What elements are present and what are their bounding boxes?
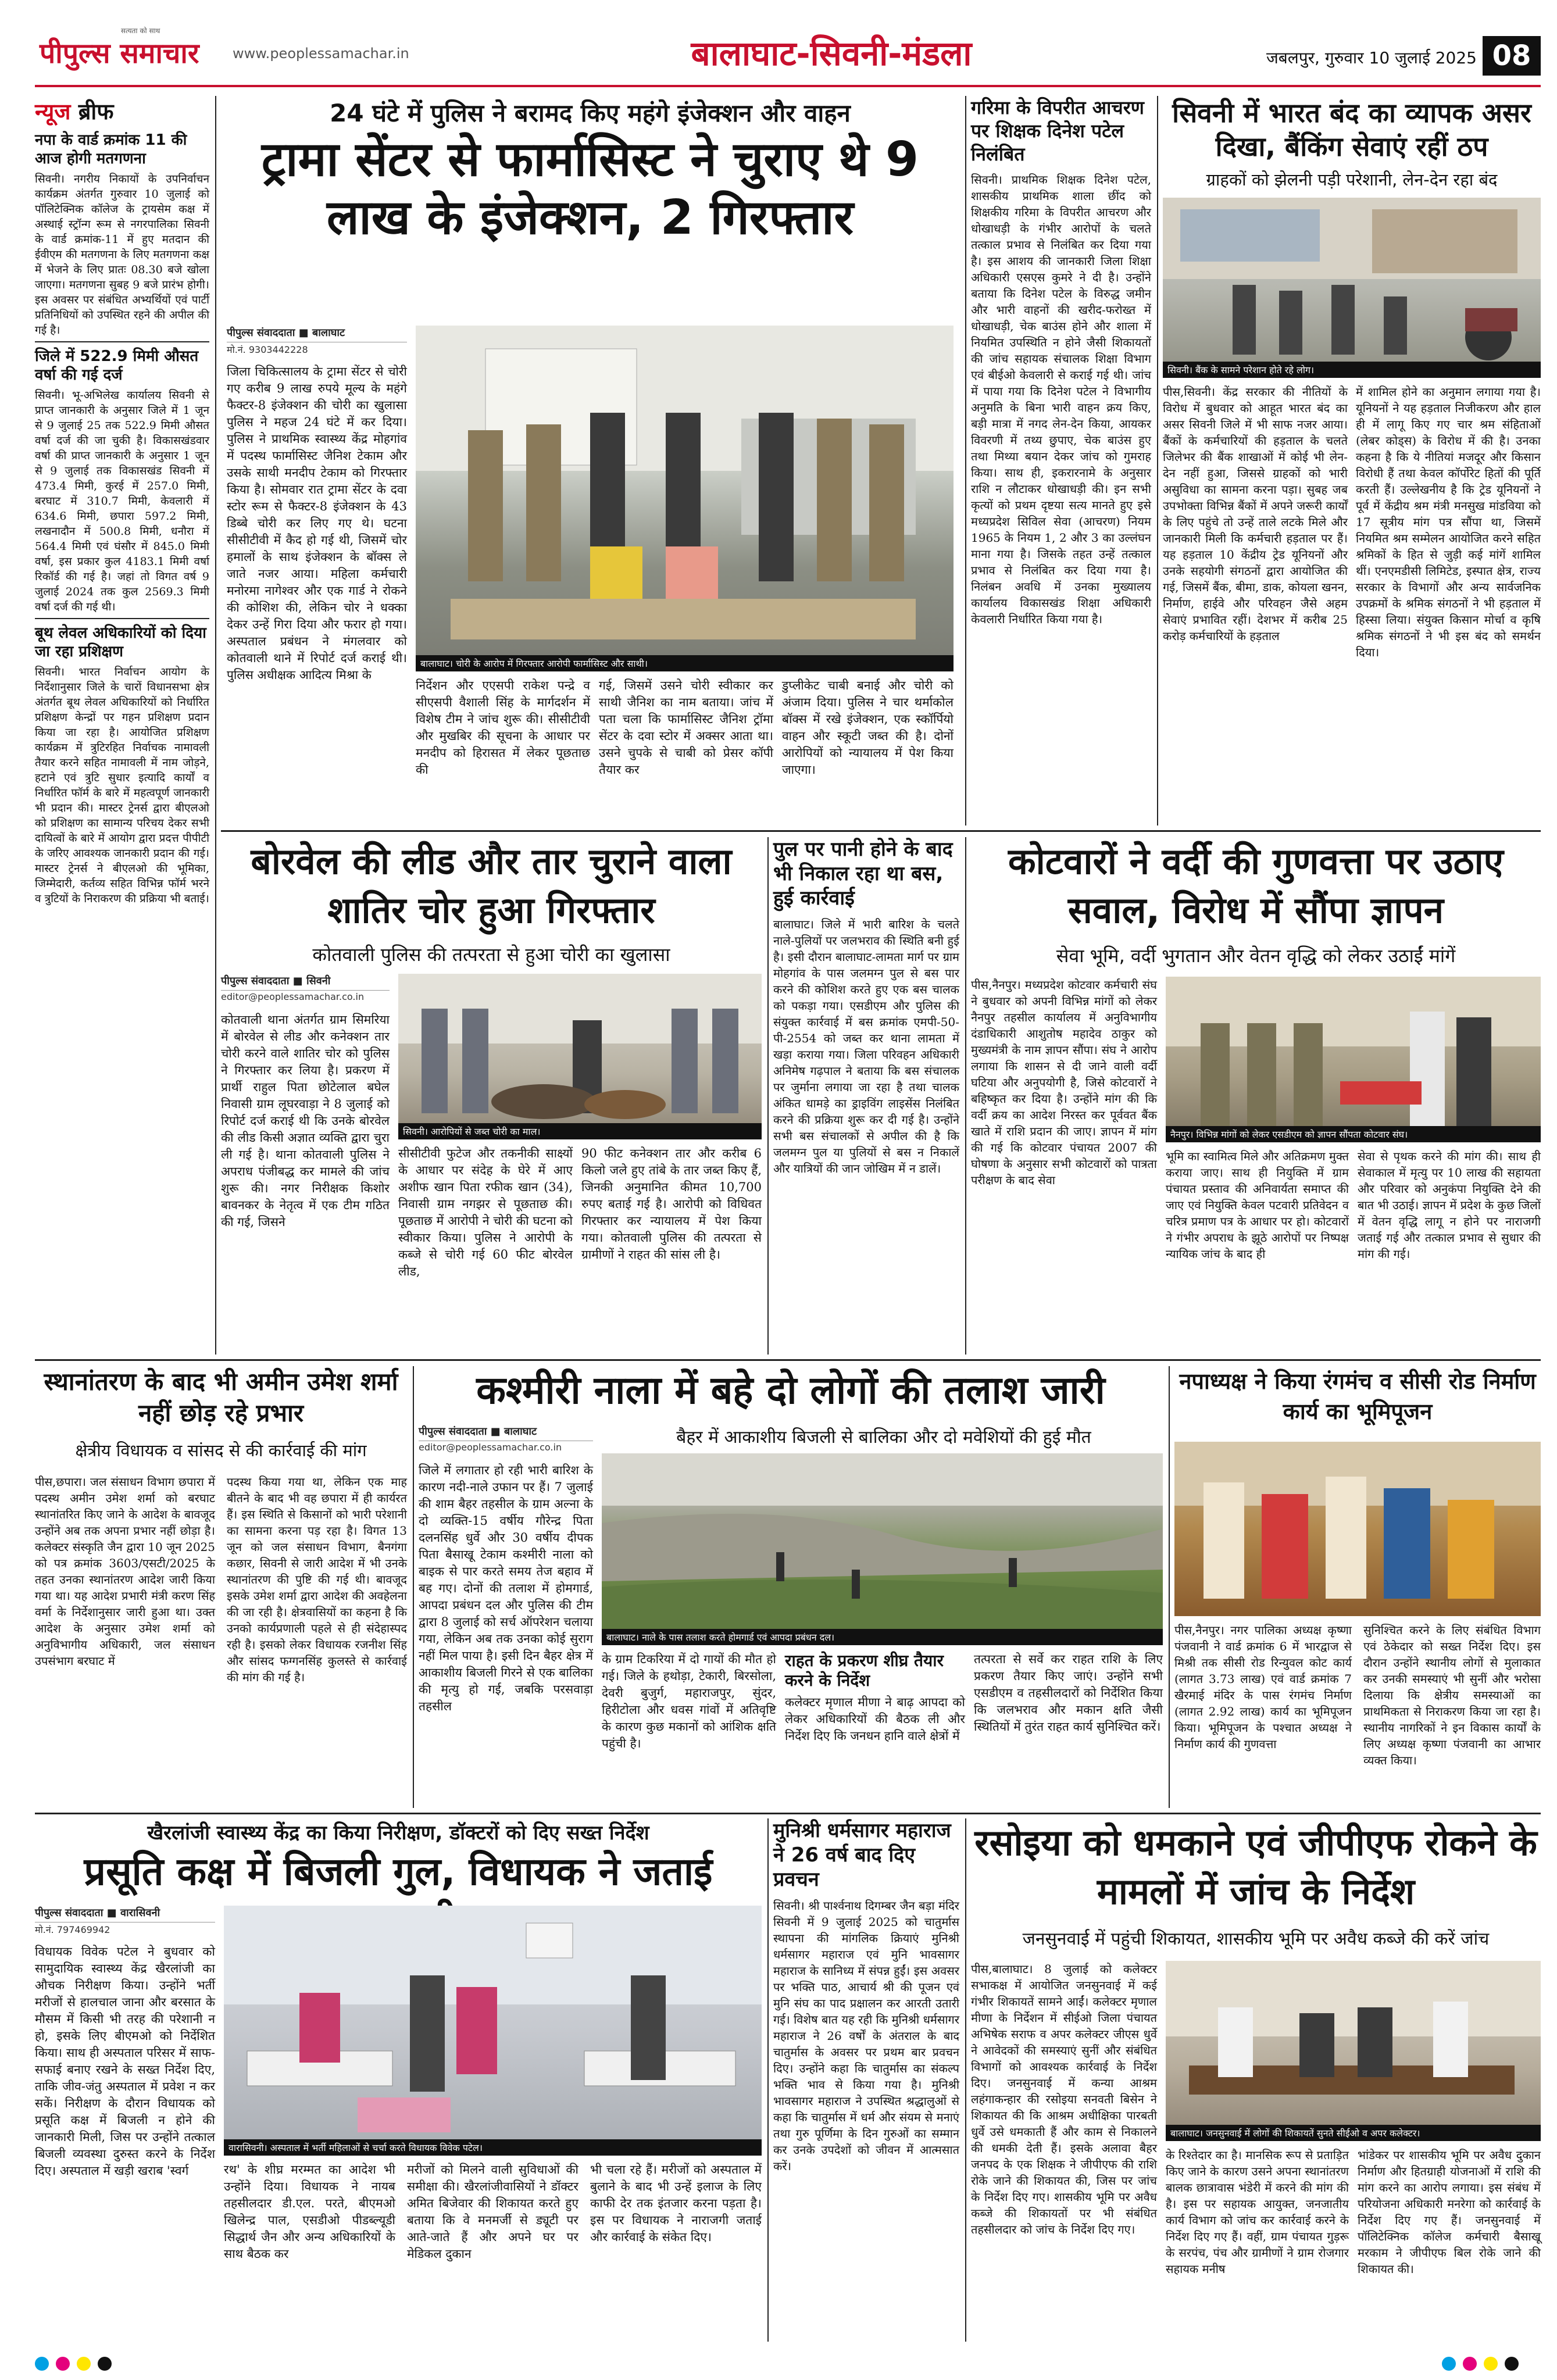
- column-rule: [965, 1818, 966, 2342]
- registration-dot: [1442, 2357, 1456, 2371]
- photo-caption: सिवनी। बैंक के सामने परेशान होते रहे लोग।: [1163, 362, 1541, 378]
- story-photo: [602, 1453, 1163, 1645]
- masthead-logo: [40, 27, 231, 70]
- story-mobile: मो.नं. 9303442228: [227, 344, 308, 355]
- story-photo: [1174, 1442, 1541, 1616]
- page-number: 08: [1483, 36, 1541, 76]
- story-body: बालाघाट। जिले में भारी बारिश के चलते नाले-पुलियों पर जलभराव की स्थिति बनी हुई है। इसी दौरान बालाघाट-लामता मार्ग पर ग्राम मोहगांव के पास जलमग्न पुल से बस पार करने की कोशिश करते हुए एक बस चालक को पकड़ा गया। एसडीएम और पुलिस की संयुक्त कार्रवाई में बस क्रमांक एमपी-50-पी-2554 को जब्त कर थाना लामता में खड़ा कराया गया। जिला परिवहन अधिकारी अनिमेष गढ़पाल ने बताया कि बस संचालक पर जुर्माना लगाया जा रहा है तथा चालक अंकित धामड़े का ड्राइविंग लाइसेंस निलंबित करने की प्रक्रिया शुरू कर दी गई है। उन्होंने सभी बस संचालकों से अपील की है कि जलमग्न पुल या पुलियों से बस न निकालें और यात्रियों की जान जोखिम में न डालें।: [773, 917, 959, 1175]
- column-rule: [1157, 96, 1158, 826]
- story-body: सिवनी। श्री पार्श्वनाथ दिगम्बर जैन बड़ा मंदिर सिवनी में 9 जुलाई 2025 को चातुर्मास स्थापना की मांगलिक क्रियाएं मुनिश्री धर्मसागर महाराज एवं मुनि भावसागर महाराज के सानिध्य में संपन्न हुईं। इस अवसर पर भक्ति पाठ, आचार्य श्री की पूजन एवं मुनि संघ का पाद प्रक्षालन कर आरती उतारी गई। विशेष बात यह रही कि मुनिश्री धर्मसागर महाराज ने 26 वर्षों के अंतराल के बाद चातुर्मास के अवसर पर प्रथम बार प्रवचन दिए। उन्होंने कहा कि चातुर्मास का संकल्प भक्ति भाव से किया गया है। मुनिश्री भावसागर महाराज ने उपस्थित श्रद्धालुओं से कहा कि चातुर्मास में धर्म और संयम से मनाएं तथा गुरु पूर्णिमा के दिन गुरुओं का सम्मान कर उनके उपदेशों को जीवन में आत्मसात करें।: [773, 1899, 959, 2173]
- section-rule: [221, 830, 1541, 832]
- story-amin: [35, 1366, 407, 1808]
- jansunwai-illustration: [1166, 1961, 1541, 2141]
- river-search-illustration: [602, 1453, 1163, 1645]
- brief-item: [35, 341, 209, 614]
- registration-dot: [77, 2357, 91, 2371]
- story-headline: ट्रामा सेंटर से फार्मासिस्ट ने चुराए थे 9 लाख के इंजेक्शन, 2 गिरफ्तार: [261, 132, 919, 245]
- story-column: विधायक विवेक पटेल ने बुधवार को सामुदायिक स्वास्थ्य केंद्र खैरलांजी का औचक निरीक्षण किया। उन्होंने भर्ती मरीजों से हालचाल जाना और बरसात के मौसम में किसी भी तरह की परेशानी न हो, इसके लिए बीएमओ को निर्देशित किया। साथ ही अस्पताल परिसर में साफ-सफाई बनाए रखने के सख्त निर्देश दिए, ताकि जीव-जंतु अस्पताल में प्रवेश न कर सकें। निरीक्षण के दौरान विधायक को प्रसूति कक्ष में बिजली न होने की जानकारी मिली, जिस पर उन्होंने तत्काल बिजली व्यवस्था दुरुस्त करने के निर्देश दिए। अस्पताल में खड़ी खराब 'स्वर्ग: [35, 1945, 215, 2178]
- column-rule: [965, 96, 966, 826]
- story-muni: [773, 1818, 959, 2342]
- photo-caption: बालाघाट। नाले के पास तलाश करते होमगार्ड एवं आपदा प्रबंधन दल।: [602, 1629, 1163, 1645]
- story-rasoiya: [971, 1818, 1541, 2342]
- website-link[interactable]: www.peoplessamachar.in: [233, 45, 409, 62]
- story-bharat-band: [1163, 96, 1541, 826]
- brief-item-title: जिले में 522.9 मिमी औसत वर्षा की गई दर्ज: [35, 348, 199, 384]
- story-email: editor@peoplessamachar.co.in: [221, 991, 365, 1002]
- story-byline: पीपुल्स संवाददाता ■ बालाघाट: [419, 1424, 593, 1441]
- bank-crowd-illustration: [1163, 198, 1541, 378]
- masthead-rule: [35, 85, 1541, 87]
- story-garima: [971, 96, 1151, 826]
- police-group-illustration: [416, 326, 954, 671]
- masthead: [0, 0, 1557, 87]
- story-column: में शामिल होने का अनुमान लगाया गया है। यूनियनों ने यह हड़ताल निजीकरण और हाल ही में लागू किए गए चार श्रम संहिताओं (लेबर कोड्स) के विरोध में की है। उनका कहना है कि ये नीतियां मजदूर और किसान विरोधी हैं तथा केवल कॉर्पोरेट हितों की पूर्ति करती हैं। उल्लेखनीय है कि ट्रेड यूनियनों ने पूर्व में केंद्रीय श्रम मंत्री मनसुख मांडविया को 17 सूत्रीय मांग पत्र सौंपा था, जिसमें नियमित श्रम सम्मेलन आयोजित करने सहित श्रमिकों के हित से जुड़ी कई मांगें शामिल थीं। एनएमडीसी लिमिटेड, इस्पात क्षेत्र, राज्य सरकार के विभागों और अन्य सार्वजनिक उपक्रमों के श्रमिक संगठनों ने भी हड़ताल में हिस्सा लिया। संयुक्त किसान मोर्चा व कृषि श्रमिक संगठनों ने भी इस बंद को समर्थन दिया।: [1356, 385, 1541, 659]
- story-headline: गरिमा के विपरीत आचरण पर शिक्षक दिनेश पटेल निलंबित: [971, 97, 1144, 165]
- brief-label-news: न्यूज: [35, 99, 71, 124]
- story-subhead: ग्राहकों को झेलनी पड़ी परेशानी, लेन-देन रहा बंद: [1206, 170, 1498, 190]
- story-column: तत्परता से सर्वे कर राहत राशि के लिए प्रकरण तैयार किए जाएं। उन्होंने सभी एसडीएम व तहसीलदारों को निर्देशित किया कि जलभराव और मकान क्षति जैसी स्थितियों में तुरंत राहत कार्य सुनिश्चित करें।: [974, 1652, 1163, 1734]
- memorandum-illustration: [1166, 977, 1541, 1142]
- story-trauma: [221, 96, 959, 826]
- story-body: सिवनी। प्राथमिक शिक्षक दिनेश पटेल, शासकीय प्राथमिक शाला छींद को शिक्षकीय गरिमा के विपरीत आचरण और धोखाधड़ी के गंभीर आरोपों के चलते तत्काल प्रभाव से निलंबित कर दिया गया है। इस आशय की जानकारी जिला शिक्षा अधिकारी एसएस कुमरे ने दी है। उन्होंने बताया कि दिनेश पटेल के विरुद्ध जमीन और भारी वाहनों की खरीद-फरोख्त में धोखाधड़ी, चेक बाउंस होने और शाला में नियमित उपस्थिति न होने जैसी शिकायतों की जांच सहायक संचालक शिक्षा विभाग एवं बीईओ केवलारी से कराई गई थी। जांच में पाया गया कि दिनेश पटेल ने विभागीय अनुमति के बिना भारी वाहन क्रय किए, बड़ी मात्रा में नगद लेन-देन किया, आयकर विवरणी में तथ्य छुपाए, चेक बाउंस हुए तथा मिथ्या बयान देकर जांच को गुमराह किया। साथ ही, इकरारनामे के अनुसार राशि न लौटाकर धोखाधड़ी की। इन सभी कृत्यों को प्रथम दृष्टया सत्य मानते हुए इसे मध्यप्रदेश सिविल सेवा (आचरण) नियम 1965 के नियम 1, 2 और 3 का उल्लंघन माना गया है। जिसके तहत उन्हें तत्काल प्रभाव से निलंबित कर दिया गया है। निलंबन अवधि में उनका मुख्यालय कार्यालय विकासखंड शिक्षा अधिकारी केवलारी निर्धारित किया गया है।: [971, 173, 1151, 626]
- story-subhead: क्षेत्रीय विधायक व सांसद से की कार्रवाई की मांग: [75, 1441, 367, 1460]
- section-rule: [35, 1359, 1541, 1361]
- column-rule: [1169, 1366, 1170, 1808]
- photo-caption: बालाघाट। चोरी के आरोप में गिरफ्तार आरोपी फार्मासिस्ट और साथी।: [416, 655, 954, 671]
- brief-item-text: सिवनी। भारत निर्वाचन आयोग के निर्देशानुसार जिले के चारों विधानसभा क्षेत्र अंतर्गत बूथ लेवल अधिकारियों को निर्धारित प्रशिक्षण केन्द्रों पर गहन प्रशिक्षण प्रदान किया जा रहा है। आयोजित प्रशिक्षण कार्यक्रम में त्रुटिरहित निर्वाचक नामावली तैयार करने सहित नामावली में नाम जोड़ने, हटाने एवं त्रुटि सुधार इत्यादि कार्यों व निर्धारित फॉर्म के बारे में महत्वपूर्ण जानकारी भी प्रदान की। मास्टर ट्रेनर्स द्वारा बीएलओ को प्रशिक्षण का सामान्य परिचय देकर सभी दायित्वों के बारे में आयोग द्वारा प्रदत्त पीपीटी के जरिए आवश्यक जानकारी प्रदान की गई। मास्टर ट्रेनर्स ने बीएलओ की भूमिका, जिम्मेदारी, कर्तव्य सहित विभिन्न फॉर्म भरने व त्रुटियों के निराकरण की प्रक्रिया भी बताई।: [35, 666, 209, 905]
- story-column: भांडेकर पर शासकीय भूमि पर अवैध दुकान निर्माण और हितग्राही योजनाओं में राशि की मांग करने का आरोप लगाया। इस संबंध में परियोजना अधिकारी मनरेगा को कार्रवाई के निर्देश दिए गए हैं। जनसुनवाई में पॉलिटेक्निक कॉलेज कर्मचारी बैसाखू मरकाम ने जीपीएफ बिल रोके जाने की शिकायत की।: [1358, 2148, 1541, 2276]
- registration-dot: [98, 2357, 112, 2371]
- story-headline: नपाध्यक्ष ने किया रंगमंच व सीसी रोड निर्माण कार्य का भूमिपूजन: [1179, 1368, 1536, 1424]
- story-photo: [224, 1906, 762, 2156]
- brief-item-text: सिवनी। भू-अभिलेख कार्यालय सिवनी से प्राप्त जानकारी के अनुसार जिले में 1 जून से 9 जुलाई 25 तक 522.9 मिमी औसत वर्षा दर्ज की जा चुकी है। विकासखंडवार वर्षा की प्राप्त जानकारी के अनुसार 1 जून से 9 जुलाई तक विकासखंड सिवनी में 473.4 मिमी, कुरई में 257.0 मिमी, बरघाट में 310.7 मिमी, केवलारी में 634.6 मिमी, छपारा 597.2 मिमी, लखनादौन में 500.8 मिमी, धनौरा में 564.4 मिमी एवं घंसौर में 845.0 मिमी वर्षा, इस प्रकार कुल 4183.1 मिमी वर्षा रिकॉर्ड की गई है। जहां तो विगत वर्ष 9 जुलाई 2024 तक कुल 2569.3 मिमी वर्षा दर्ज की गई थी।: [35, 389, 209, 613]
- story-mobile: मो.नं. 797469942: [35, 1924, 110, 1935]
- story-column: कोतवाली थाना अंतर्गत ग्राम सिमरिया में बोरवेल से लीड और कनेक्शन तार चोरी करने वाले शातिर चोर को पुलिस ने गिरफ्तार कर लिया है। प्रकरण में प्रार्थी राहुल पिता छोटेलाल बघेल निवासी ग्राम लूघरवाड़ा ने 8 जुलाई को रिपोर्ट दर्ज कराई थी कि उनके बोरवेल की लीड किसी अज्ञात व्यक्ति द्वारा चुरा ली गई है। थाना कोतवाली पुलिस ने अपराध पंजीबद्ध कर मामले की जांच शुरू की। नगर निरीक्षक किशोर बावनकर के नेतृत्व में एक टीम गठित की गई, जिसने: [221, 1013, 390, 1229]
- bhoomipujan-illustration: [1174, 1442, 1541, 1616]
- story-column: सीसीटीवी फुटेज और तकनीकी साक्ष्यों के आधार पर संदेह के घेरे में आए अशीफ खान पिता रफीक खान (34), निवासी ग्राम नगझर से पूछताछ की। पूछताछ में आरोपी ने चोरी की घटना को स्वीकार किया। पुलिस ने आरोपी के कब्जे से चोरी गई 60 फीट बोरवेल लीड,: [398, 1146, 573, 1278]
- story-kicker: खैरलांजी स्वास्थ्य केंद्र का किया निरीक्षण, डॉक्टरों को दिए सख्त निर्देश: [147, 1821, 649, 1845]
- column-rule: [767, 1818, 769, 2342]
- brief-item-text: सिवनी। नगरीय निकायों के उपनिर्वाचन कार्यक्रम अंतर्गत गुरुवार 10 जुलाई को पॉलिटेक्निक कॉलेज के ट्रायसेम कक्ष में अस्थाई स्ट्रॉन्ग रूम से नगरपालिका सिवनी के वार्ड क्रमांक-11 में हुए मतदान की ईवीएम की मतगणना के लिए मतगणना कक्ष में भेजने के लिए प्रातः 08.30 बजे खोला जाएगा। मतगणना सुबह 9 बजे प्रारंभ होगी। इस अवसर पर संबंधित अभ्यर्थियों एवं पार्टी प्रतिनिधियों को उपस्थित रहने की अपील की गई है।: [35, 173, 209, 337]
- column-rule: [413, 1366, 414, 1808]
- story-column: सुनिश्चित करने के लिए संबंधित विभाग एवं ठेकेदार को सख्त निर्देश दिए। इस दौरान उन्होंने स्थानीय लोगों से मुलाकात कर उनकी समस्याएं भी सुनीं और भरोसा दिलाया कि क्षेत्रीय समस्याओं का प्राथमिकता से निराकरण किया जा रहा है। स्थानीय नागरिकों ने इन विकास कार्यों के लिए अध्यक्ष कृष्णा पंजवानी का आभार व्यक्त किया।: [1363, 1623, 1541, 1767]
- story-subhead: बैहर में आकाशीय बिजली से बालिका और दो मवेशियों की हुई मौत: [676, 1427, 1091, 1448]
- story-headline: कोटवारों ने वर्दी की गुणवत्ता पर उठाए सवाल, विरोध में सौंपा ज्ञापन: [1008, 840, 1504, 931]
- brief-item-title: बूथ लेवल अधिकारियों को दिया जा रहा प्रशिक्षण: [35, 624, 206, 660]
- edition-title: बालाघाट-सिवनी-मंडला: [691, 34, 972, 73]
- story-subhead: जनसुनवाई में पहुंची शिकायत, शासकीय भूमि पर अवैध कब्जे की करें जांच: [1022, 1929, 1490, 1949]
- brief-item: [35, 131, 209, 338]
- story-photo: [416, 326, 954, 671]
- story-email: editor@peoplessamachar.co.in: [419, 1442, 562, 1453]
- story-column: निर्देशन और एएसपी राकेश पन्द्रे व सीएसपी वैशाली सिंह के मार्गदर्शन में विशेष टीम ने जांच शुरू की। सीसीटीवी और मुखबिर की सूचना के आधार पर मनदीप को हिरासत में लेकर पूछताछ की: [416, 678, 590, 777]
- photo-caption: नैनपुर। विभिन्न मांगों को लेकर एसडीएम को ज्ञापन सौंपता कोटवार संघ।: [1166, 1126, 1541, 1142]
- story-column: पीस,बालाघाट। 8 जुलाई को कलेक्टर सभाकक्ष में आयोजित जनसुनवाई में कई गंभीर शिकायतें सामने आईं। कलेक्टर मृणाल मीणा के निर्देशन में सीईओ जिला पंचायत अभिषेक सराफ व अपर कलेक्टर जीएस धुर्वे ने आवेदकों की समस्याएं सुनीं और संबंधित विभागों को आवश्यक कार्रवाई के निर्देश दिए। जनसुनवाई में कन्या आश्रम लहंगाकन्हार की रसोइया सनवती बिसेन ने शिकायत की कि आश्रम अधीक्षिका पारबती धुर्वे उसे धमकाती हैं और काम से निकालने की धमकी देती हैं। इसके अलावा बैहर जनपद के एक शिक्षक ने जीपीएफ की राशि रोके जाने की शिकायत की, जिस पर जांच के निर्देश दिए गए। शासकीय भूमि पर अवैध कब्जे की शिकायतों पर भी संबंधित तहसीलदार को जांच के निर्देश दिए गए।: [971, 1962, 1157, 2236]
- brief-label: [35, 96, 209, 126]
- story-headline: सिवनी में भारत बंद का व्यापक असर दिखा, बैंकिंग सेवाएं रहीं ठप: [1172, 97, 1531, 162]
- story-headline: बोरवेल की लीड और तार चुराने वाला शातिर चोर हुआ गिरफ्तार: [251, 840, 732, 931]
- story-column: रथ' के शीघ्र मरम्मत का आदेश भी उन्होंने दिया। विधायक ने नायब तहसीलदार डी.एल. परते, बीएमओ खिलेन्द्र पाल, एसडीओ पीडब्ल्यूडी सिद्धार्थ जैन और अन्य अधिकारियों के साथ बैठक कर: [224, 2163, 395, 2261]
- news-brief: [35, 96, 209, 1355]
- story-column: के रिश्तेदार का है। मानसिक रूप से प्रताड़ित किए जाने के कारण उसने अपना स्थानांतरण बालक छात्रावास भंडेरी में करने की मांग की है। इस पर सहायक आयुक्त, जनजातीय कार्य विभाग को जांच कर कार्रवाई करने के निर्देश दिए गए हैं। वहीं, ग्राम पंचायत गुड़रू के सरपंच, पंच और ग्रामीणों ने ग्राम रोजगार सहायक मनीष: [1166, 2148, 1349, 2276]
- story-column: जिले में लगातार हो रही भारी बारिश के कारण नदी-नाले उफान पर हैं। 7 जुलाई की शाम बैहर तहसील के ग्राम अल्ना के दो व्यक्ति-15 वर्षीय गौरेन्द्र पिता दलनसिंह धुर्वे और 30 वर्षीय दीपक पिता बैसाखू टेकाम कश्मीरी नाला को बाइक से पार करते समय तेज बहाव में बह गए। दोनों की तलाश में होमगार्ड, आपदा प्रबंधन दल और पुलिस की टीम द्वारा 8 जुलाई को सर्च ऑपरेशन चलाया गया, लेकिन अब तक उनका कोई सुराग नहीं मिल पाया है। इसी दिन बैहर क्षेत्र में आकाशीय बिजली गिरने से एक बालिका की मृत्यु हो गई, जबकि परसवाड़ा तहसील: [419, 1463, 593, 1713]
- logo-tagline: सत्यता को साथ: [121, 27, 160, 35]
- story-column: पीस,छपारा। जल संसाधन विभाग छपारा में पदस्थ अमीन उमेश शर्मा को बरघाट स्थानांतरित किए जाने के आदेश के बावजूद उन्होंने अब तक अपना प्रभार नहीं छोड़ा है। कलेक्टर संस्कृति जैन द्वारा 10 जून 2025 को पत्र क्रमांक 3603/एसटी/2025 के तहत उनका स्थानांतरण आदेश जारी किया गया था। यह आदेश प्रभारी मंत्री करण सिंह वर्मा के निर्देशानुसार जारी हुआ था। उक्त आदेश के अनुसार उमेश शर्मा को अनुविभागीय अधिकारी, जल संसाधन उपसंभाग बरघाट में: [35, 1475, 215, 1668]
- story-column: पीस,नैनपुर। नगर पालिका अध्यक्ष कृष्णा पंजवानी ने वार्ड क्रमांक 6 में भारद्वाज से मिश्री तक सीसी रोड रिन्युवल कोट कार्य (लागत 3.73 लाख) एवं वार्ड क्रमांक 7 खैरमाई मंदिर के पास रंगमंच निर्माण (लागत 2.92 लाख) कार्य का भूमिपूजन किया। भूमिपूजन के पश्चात अध्यक्ष ने निर्माण कार्य की गुणवत्ता: [1174, 1623, 1352, 1751]
- story-borewell: [221, 837, 762, 1355]
- story-byline: पीपुल्स संवाददाता ■ वारासिवनी: [35, 1906, 215, 1922]
- brief-label-brief: ब्रीफ: [78, 99, 114, 124]
- seized-goods-illustration: [398, 974, 762, 1139]
- sub-box: [785, 1651, 965, 1805]
- story-column: पीस,नैनपुर। मध्यप्रदेश कोटवार कर्मचारी संघ ने बुधवार को अपनी विभिन्न मांगों को लेकर नैनपुर तहसील कार्यालय में अनुविभागीय दंडाधिकारी आशुतोष महादेव ठाकुर को मुख्यमंत्री के नाम ज्ञापन सौंपा। संघ ने आरोप लगाया कि शासन से दी जाने वाली वर्दी घटिया और अनुपयोगी है, जिसे कोटवारों ने बहिष्कृत कर दिया है। उन्होंने मांग की कि वर्दी क्रय का आदेश निरस्त कर पूर्ववत बैंक खाते में राशि प्रदान की जाए। ज्ञापन में मांग की गई कि कोटवार पंचायत 2007 की घोषणा के अनुसार सभी कोटवारों को पात्रता परीक्षण के बाद सेवा: [971, 978, 1157, 1187]
- registration-dot: [56, 2357, 70, 2371]
- story-column: जिला चिकित्सालय के ट्रामा सेंटर से चोरी गए करीब 9 लाख रुपये मूल्य के महंगे फैक्टर-8 इंजेक्शन की चोरी का खुलासा पुलिस ने महज 24 घंटे में कर दिया। पुलिस ने प्राथमिक स्वास्थ्य केंद्र मोहगांव में पदस्थ फार्मासिस्ट जैनिश टेकाम और उसके साथी मनदीप टेकाम को गिरफ्तार किया है। सोमवार रात ट्रामा सेंटर के दवा स्टोर रूम से फैक्टर-8 इंजेक्शन के 43 डिब्बे चोरी कर लिए गए थे। घटना सीसीटीवी में कैद हो गई थी, जिसमें चोर हमालों के साथ इंजेक्शन के बॉक्स ले जाते नजर आया। महिला कर्मचारी मनोरमा नागेश्वर और एक गार्ड ने रोकने की कोशिश की, लेकिन चोर ने धक्का देकर उन्हें गिरा दिया और फरार हो गया। अस्पताल प्रबंधन ने मंगलवार को कोतवाली थाने में रिपोर्ट दर्ज कराई थी। पुलिस अधीक्षक आदित्य मिश्रा के: [227, 364, 407, 682]
- story-photo: [1166, 1961, 1541, 2141]
- story-photo: [1166, 977, 1541, 1142]
- story-column: 90 फीट कनेक्शन तार और करीब 6 किलो जले हुए तांबे के तार जब्त किए हैं, जिनकी अनुमानित कीमत 10,700 रुपए बताई गई है। आरोपी को विधिवत गिरफ्तार कर न्यायालय में पेश किया गया। कोतवाली पुलिस की तत्परता से ग्रामीणों ने राहत की सांस ली है।: [581, 1146, 762, 1262]
- story-bridge: [773, 837, 959, 1355]
- hospital-ward-illustration: [224, 1906, 762, 2156]
- story-subhead: सेवा भूमि, वर्दी भुगतान और वेतन वृद्धि को लेकर उठाईं मांगें: [1056, 945, 1456, 967]
- brief-item: [35, 618, 209, 906]
- story-column: पीस,सिवनी। केंद्र सरकार की नीतियों के विरोध में बुधवार को आहूत भारत बंद का असर सिवनी जिले में भी साफ नजर आया। बैंकों के कर्मचारियों की हड़ताल के चलते जिलेभर की बैंक शाखाओं में कोई भी लेन-देन नहीं हुआ, जिससे ग्राहकों को भारी असुविधा का सामना करना पड़ा। सुबह जब उपभोक्ता विभिन्न बैंकों में अपने जरूरी कार्यों के लिए पहुंचे तो उन्हें ताले लटके मिले और जानकारी मिली कि कर्मचारी हड़ताल पर हैं। यह हड़ताल 10 केंद्रीय ट्रेड यूनियनों और उनके सहयोगी संगठनों द्वारा आयोजित की गई, जिसमें बैंक, बीमा, डाक, कोयला खनन, निर्माण, हाईवे और परिवहन जैसे अहम सेवाएं प्रभावित रहीं। देशभर में करीब 25 करोड़ कर्मचारियों के हड़ताल: [1163, 385, 1348, 643]
- story-column: मरीजों को मिलने वाली सुविधाओं की समीक्षा की। खैरलांजीवासियों ने डॉक्टर अमित बिजेवार की शिकायत करते हुए बताया कि वे मनमर्जी से ड्यूटी पर आते-जाते हैं और अपने घर पर मेडिकल दुकान: [407, 2163, 578, 2261]
- story-headline: मुनिश्री धर्मसागर महाराज ने 26 वर्ष बाद दिए प्रवचन: [773, 1819, 951, 1891]
- story-khairlanji: [35, 1818, 762, 2342]
- column-rule: [767, 837, 769, 1355]
- print-registration-bar: [0, 2349, 1557, 2380]
- brief-item-title: नपा के वार्ड क्रमांक 11 की आज होगी मतगणना: [35, 131, 187, 167]
- story-headline: प्रसूति कक्ष में बिजली गुल, विधायक ने जताई: [84, 1849, 713, 1894]
- story-byline: पीपुल्स संवाददाता ■ बालाघाट: [227, 326, 407, 342]
- registration-dot: [1484, 2357, 1498, 2371]
- registration-dot: [1463, 2357, 1477, 2371]
- story-kotwar: [971, 837, 1541, 1355]
- story-column: के ग्राम टिकरिया में दो गायों की मौत हो गई। जिले के हथोड़ा, टेकारी, बिरसोला, देवरी बुजुर्ग, महाराजपुर, सुंदर, हिरीटोला और धवस गांवों में अतिवृष्टि के कारण कुछ मकानों को आंशिक क्षति पहुंची है।: [602, 1652, 776, 1750]
- registration-dot: [35, 2357, 49, 2371]
- registration-dot: [1505, 2357, 1519, 2371]
- photo-caption: सिवनी। आरोपियों से जब्त चोरी का माल।: [398, 1123, 762, 1139]
- story-headline: कश्मीरी नाला में बहे दो लोगों की तलाश जारी: [476, 1368, 1105, 1413]
- photo-caption: बालाघाट। जनसुनवाई में लोगों की शिकायतें सुनते सीईओ व अपर कलेक्टर।: [1166, 2125, 1541, 2141]
- story-column: सेवा से पृथक करने की मांग की। साथ ही सेवाकाल में मृत्यु पर 10 लाख की सहायता और परिवार को अनुकंपा नियुक्ति देने की बात भी उठाई। ज्ञापन में प्रदेश के कुछ जिलों में वेतन वृद्धि लागू न होने पर नाराजगी जताई गई और तत्काल प्रभाव से सुधार की मांग की गई।: [1358, 1149, 1541, 1261]
- story-column: डुप्लीकेट चाबी बनाई और चोरी को अंजाम दिया। पुलिस ने चार थर्माकोल बॉक्स में रखे इंजेक्शन, एक स्कॉर्पियो वाहन और स्कूटी जब्त की है। दोनों आरोपियों को न्यायालय में पेश किया जाएगा।: [782, 678, 954, 777]
- story-photo: [1163, 198, 1541, 378]
- sub-box-title: राहत के प्रकरण शीघ्र तैयार करने के निर्देश: [785, 1651, 944, 1690]
- story-subhead: कोतवाली पुलिस की तत्परता से हुआ चोरी का खुलासा: [312, 944, 670, 966]
- dateline: जबलपुर, गुरुवार 10 जुलाई 2025: [1266, 48, 1477, 67]
- photo-caption: वारासिवनी। अस्पताल में भर्ती महिलाओं से चर्चा करते विधायक विवेक पटेल।: [224, 2139, 762, 2156]
- story-headline: पुल पर पानी होने के बाद भी निकाल रहा था बस, हुई कार्रवाई: [773, 838, 953, 910]
- logo-text: पीपुल्स समाचार: [40, 37, 199, 70]
- story-column: भी चला रहे हैं। मरीजों को अस्पताल में बुलाने के बाद भी उन्हें इलाज के लिए काफी देर तक इंतजार करना पड़ता है। इस पर विधायक ने नाराजगी जताई और कार्रवाई के संकेत दिए।: [590, 2163, 762, 2244]
- story-photo: [398, 974, 762, 1139]
- story-column: पदस्थ किया गया था, लेकिन एक माह बीतने के बाद भी वह छपारा में ही कार्यरत हैं। इस स्थिति से किसानों को भारी परेशानी का सामना करना पड़ रहा है। विगत 13 जून को जल संसाधन विभाग, बैनगंगा कछार, सिवनी से जारी आदेश में भी उनके स्थानांतरण की पुष्टि की गई थी। बावजूद इसके उमेश शर्मा द्वारा आदेश की अवहेलना की जा रही है। क्षेत्रवासियों का कहना है कि उनको कार्यप्रणाली पहले से ही संदेहास्पद रही है। इसको लेकर विधायक रजनीश सिंह और सांसद फग्गनसिंह कुलस्ते से कार्रवाई की मांग की गई है।: [227, 1475, 407, 1684]
- section-rule: [35, 1813, 1541, 1814]
- sub-box-text: कलेक्टर मृणाल मीणा ने बाढ़ आपदा को लेकर अधिकारियों की बैठक ली और निर्देश दिए कि जनधन हानि वाले क्षेत्रों में: [785, 1695, 965, 1743]
- story-headline: स्थानांतरण के बाद भी अमीन उमेश शर्मा नहीं छोड़ रहे प्रभार: [44, 1367, 398, 1427]
- story-byline: पीपुल्स संवाददाता ■ सिवनी: [221, 974, 390, 991]
- story-kicker: 24 घंटे में पुलिस ने बरामद किए महंगे इंजेक्शन और वाहन: [330, 99, 851, 127]
- column-rule: [215, 96, 216, 1355]
- story-kashmiri: [419, 1366, 1163, 1808]
- story-column: गई, जिसमें उसने चोरी स्वीकार कर साथी जैनिश का नाम बताया। जांच में पता चला कि फार्मासिस्ट जैनिश ट्रॉमा सेंटर के दवा स्टोर में अक्सर आता था। उसने चुपके से चाबी को प्रेसर कॉपी तैयार कर: [599, 678, 773, 777]
- story-column: भूमि का स्वामित्व मिले और अतिक्रमण मुक्त कराया जाए। साथ ही नियुक्ति में ग्राम पंचायत प्रस्ताव की अनिवार्यता समाप्त की जाए एवं नियुक्ति केवल पटवारी प्रतिवेदन व चरित्र प्रमाण पत्र के आधार पर हो। कोटवारों ने गंभीर अपराध के झूठे आरोपों पर निष्पक्ष न्यायिक जांच के बाद ही: [1166, 1149, 1349, 1261]
- story-headline: रसोइया को धमकाने एवं जीपीएफ रोकने के मामलों में जांच के निर्देश: [974, 1821, 1537, 1913]
- column-rule: [965, 837, 966, 1355]
- story-napadhyaksh: [1174, 1366, 1541, 1808]
